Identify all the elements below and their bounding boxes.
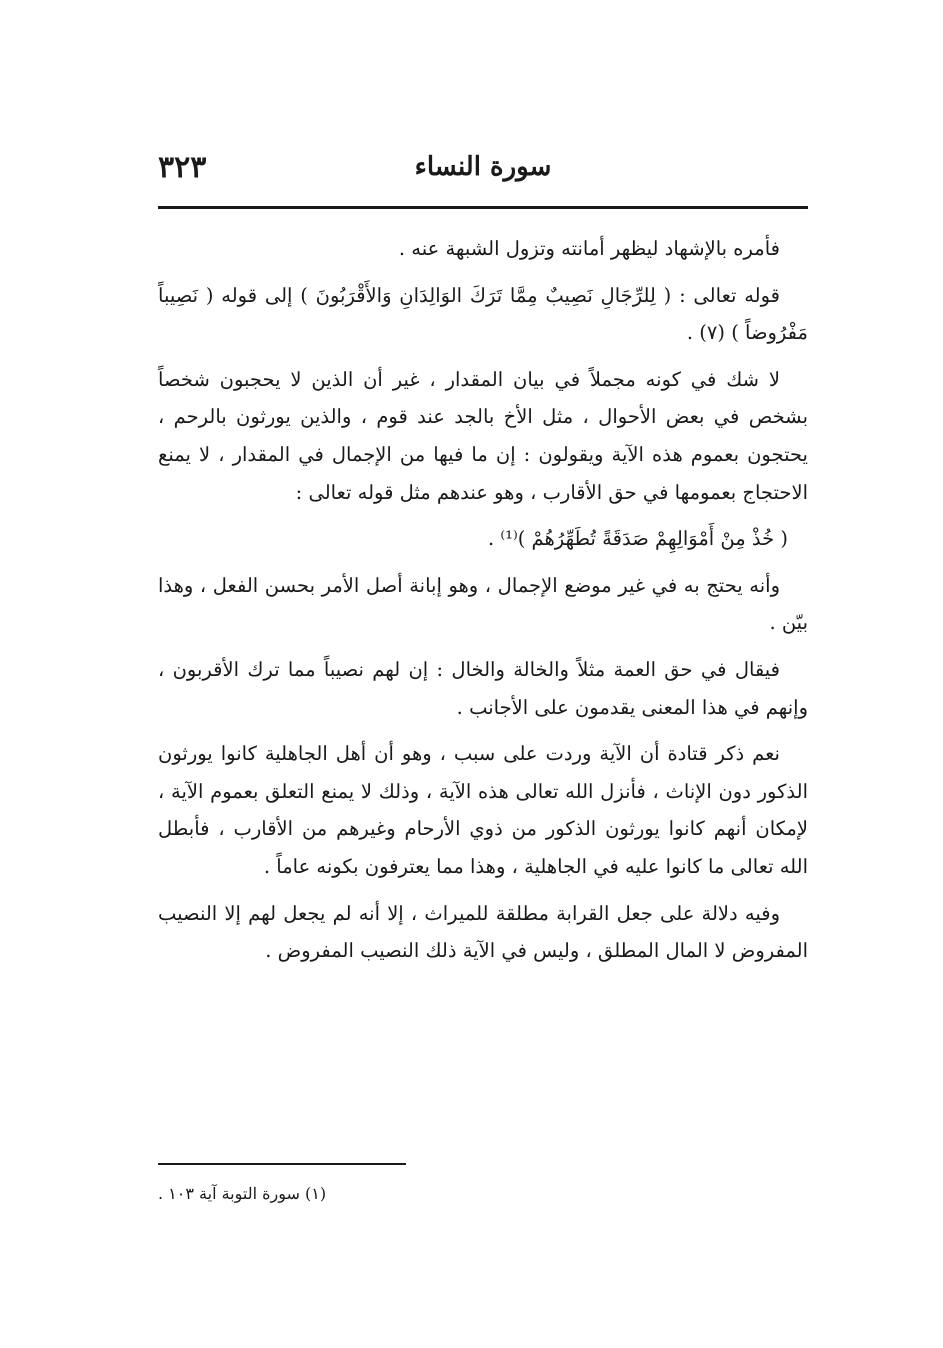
page-header: [158, 150, 808, 196]
page-body: [158, 230, 808, 979]
page-title: سورة النساء: [414, 152, 552, 182]
paragraph-7: نعم ذكر قتادة أن الآية وردت على سبب ، وهو أن أهل الجاهلية كانوا يورثون الذكور دون الإناث ، فأنزل الله تعالى هذه الآية ، وذلك لا يمنع التعلق بعموم الآية ، لإمكان أنهم كانوا يورثون الذكور من ذوي الأرحام وغيرهم من الأقارب ، فأبطل الله تعالى ما كانوا عليه في الجاهلية ، وهذا مما يعترفون بكونه عاماً .: [158, 742, 808, 878]
page-number: ٣٢٣: [158, 150, 207, 185]
paragraph-1: فأمره بالإشهاد ليظهر أمانته وتزول الشبهة عنه .: [398, 237, 780, 260]
book-page: [158, 0, 808, 1348]
quoted-verse: ( خُذْ مِنْ أَمْوَالِهِمْ صَدَقَةً تُطَهِّرُهُمْ )⁽¹⁾ .: [487, 527, 788, 551]
paragraph-2: قوله تعالى : ( لِلرِّجَالِ نَصِيبٌ مِمَّا تَرَكَ الوَالِدَانِ وَالأَقْرَبُونَ ) إلى قوله ( نَصِيباً مَفْرُوضاً ) (٧) .: [158, 283, 808, 345]
footnote-rule: [158, 1163, 406, 1165]
paragraph-3: لا شك في كونه مجملاً في بيان المقدار ، غير أن الذين لا يحجبون شخصاً بشخص في بعض الأحوال ، مثل الأخ بالجد عند قوم ، والذين يورثون بالرحم ، يحتجون بعموم هذه الآية ويقولون : إن ما فيها من الإجمال في المقدار ، لا يمنع الاحتجاج بعمومها في حق الأقارب ، وهو عندهم مثل قوله تعالى :: [158, 367, 808, 504]
header-rule: [158, 206, 808, 209]
paragraph-6: فيقال في حق العمة مثلاً والخالة والخال : إن لهم نصيباً مما ترك الأقربون ، وإنهم في هذا المعنى يقدمون على الأجانب .: [158, 657, 808, 719]
footnote: (١) سورة التوبة آية ١٠٣ .: [158, 1184, 327, 1203]
paragraph-8: وفيه دلالة على جعل القرابة مطلقة للميراث ، إلا أنه لم يجعل لهم إلا النصيب المفروض لا المال المطلق ، وليس في الآية ذلك النصيب المفروض .: [158, 901, 808, 963]
paragraph-5: وأنه يحتج به في غير موضع الإجمال ، وهو إبانة أصل الأمر بحسن الفعل ، وهذا بيّن .: [158, 573, 808, 635]
